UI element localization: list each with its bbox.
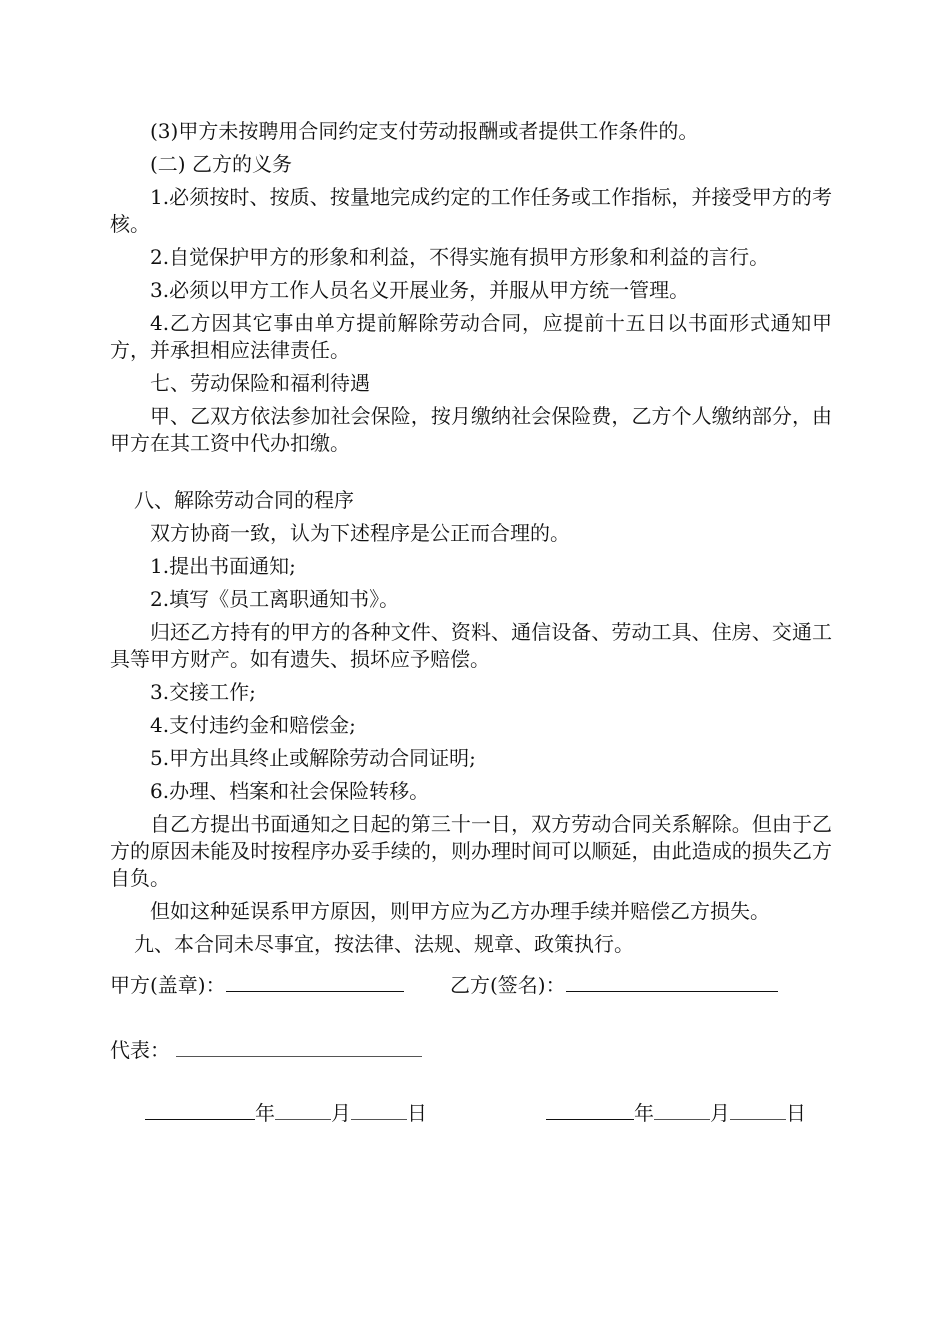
- paragraph-duty-1: 1.必须按时、按质、按量地完成约定的工作任务或工作指标，并接受甲方的考核。: [110, 185, 832, 236]
- date-a-year-label: 年: [255, 1101, 275, 1125]
- date-b-month-label: 月: [710, 1101, 730, 1125]
- section-heading-9: 九、本合同未尽事宜，按法律、法规、规章、政策执行。: [134, 932, 634, 956]
- section-heading-8: 八、解除劳动合同的程序: [134, 488, 354, 512]
- date-a-year-line: [145, 1101, 255, 1120]
- paragraph-termination-date: 自乙方提出书面通知之日起的第三十一日，双方劳动合同关系解除。但由于乙方的原因未能及时按程序办妥手续的，则办理时间可以顺延，由此造成的损失乙方自负。: [110, 812, 832, 890]
- date-b-year-label: 年: [634, 1101, 654, 1125]
- representative-row: [110, 1037, 422, 1064]
- paragraph-clause-3: (3)甲方未按聘用合同约定支付劳动报酬或者提供工作条件的。: [150, 119, 699, 143]
- paragraph-step-2: 2.填写《员工离职通知书》。: [150, 587, 400, 611]
- paragraph-return-property: 归还乙方持有的甲方的各种文件、资料、通信设备、劳动工具、住房、交通工具等甲方财产。如有遗失、损坏应予赔偿。: [110, 620, 832, 671]
- paragraph-step-3: 3.交接工作;: [150, 680, 256, 704]
- paragraph-step-5: 5.甲方出具终止或解除劳动合同证明;: [150, 746, 476, 770]
- paragraph-duty-2: 2.自觉保护甲方的形象和利益，不得实施有损甲方形象和利益的言行。: [150, 245, 770, 269]
- date-a-day-label: 日: [407, 1101, 427, 1125]
- date-a-month-label: 月: [331, 1101, 351, 1125]
- date-b-day-line: [730, 1101, 786, 1120]
- date-b-year-line: [546, 1101, 634, 1120]
- date-a-month-line: [275, 1101, 331, 1120]
- date-b-month-line: [654, 1101, 710, 1120]
- date-party-a: [145, 1100, 427, 1127]
- paragraph-step-4: 4.支付违约金和赔偿金;: [150, 713, 356, 737]
- party-b-label: 乙方(签名)：: [450, 973, 566, 997]
- representative-signature-line: [176, 1038, 422, 1057]
- date-party-b: [546, 1100, 806, 1127]
- paragraph-step-6: 6.办理、档案和社会保险转移。: [150, 779, 430, 803]
- document-body: [110, 118, 832, 964]
- paragraph-insurance: 甲、乙双方依法参加社会保险，按月缴纳社会保险费，乙方个人缴纳部分，由甲方在其工资中代办扣缴。: [110, 404, 832, 455]
- party-b-signature-line: [566, 973, 778, 992]
- party-a-signature-line: [226, 973, 404, 992]
- section-heading-party-b-duties: (二) 乙方的义务: [150, 152, 292, 176]
- paragraph-delay-party-a: 但如这种延误系甲方原因，则甲方应为乙方办理手续并赔偿乙方损失。: [150, 899, 770, 923]
- paragraph-duty-3: 3.必须以甲方工作人员名义开展业务，并服从甲方统一管理。: [150, 278, 690, 302]
- paragraph-procedure-intro: 双方协商一致，认为下述程序是公正而合理的。: [150, 521, 570, 545]
- section-heading-7: 七、劳动保险和福利待遇: [150, 371, 370, 395]
- paragraph-duty-4: 4.乙方因其它事由单方提前解除劳动合同，应提前十五日以书面形式通知甲方，并承担相应法律责任。: [110, 311, 832, 362]
- party-a-label: 甲方(盖章)：: [110, 973, 226, 997]
- paragraph-step-1: 1.提出书面通知;: [150, 554, 296, 578]
- signature-party-a: [110, 972, 404, 999]
- date-b-day-label: 日: [786, 1101, 806, 1125]
- representative-label: 代表：: [110, 1038, 170, 1062]
- date-a-day-line: [351, 1101, 407, 1120]
- signature-party-b: [450, 972, 778, 999]
